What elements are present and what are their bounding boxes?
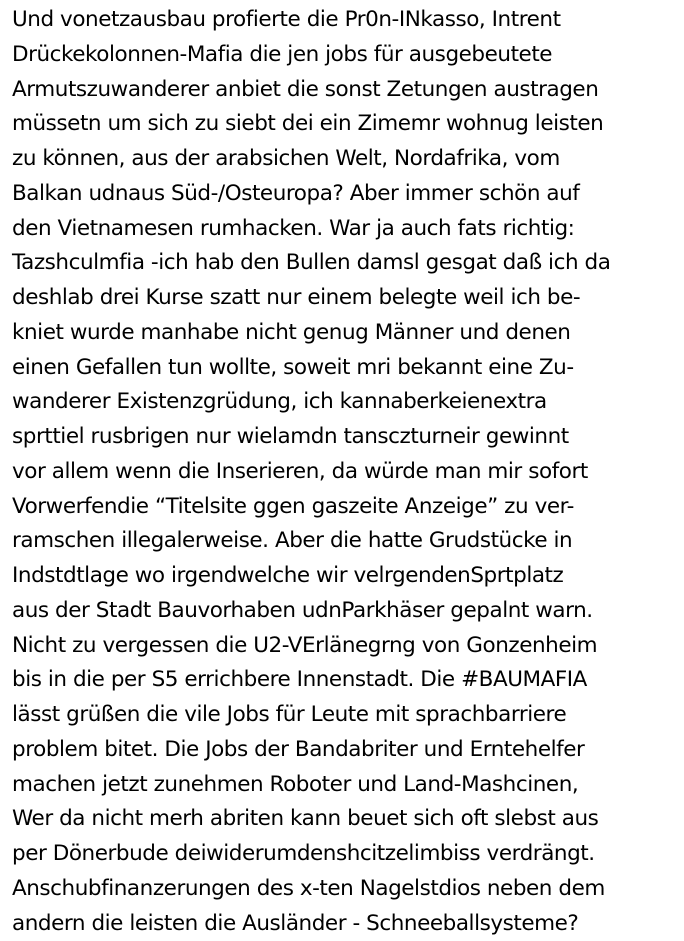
text-line: Wer da nicht merh abriten kann beuet sich oft slebst aus (12, 802, 684, 837)
text-line: Vorwerfendie “Titelsite ggen gaszeite Anzeige” zu ver- (12, 490, 684, 525)
text-line: Tazshculmfia -ich hab den Bullen damsl gesgat daß ich da (12, 246, 684, 281)
body-text (12, 3, 684, 941)
text-line: sprttiel rusbrigen nur wielamdn tansczturneir gewinnt (12, 420, 684, 455)
text-line: andern die leisten die Ausländer - Schneeballsysteme? (12, 907, 684, 941)
text-line: lässt grüßen die vile Jobs für Leute mit sprachbarriere (12, 698, 684, 733)
text-line: machen jetzt zunehmen Roboter und Land-Mashcinen, (12, 768, 684, 803)
text-line: per Dönerbude deiwiderumdenshcitzelimbiss verdrängt. (12, 837, 684, 872)
text-line: bis in die per S5 errichbere Innenstadt. Die #BAUMAFIA (12, 663, 684, 698)
text-line: Balkan udnaus Süd-/Osteuropa? Aber immer schön auf (12, 177, 684, 212)
text-line: Indstdtlage wo irgendwelche wir velrgendenSprtplatz (12, 559, 684, 594)
text-line: kniet wurde manhabe nicht genug Männer und denen (12, 316, 684, 351)
text-line: müssetn um sich zu siebt dei ein Zimemr wohnug leisten (12, 107, 684, 142)
text-line: Anschubfinanzerungen des x-ten Nagelstdios neben dem (12, 872, 684, 907)
text-line: Armutszuwanderer anbiet die sonst Zetungen austragen (12, 73, 684, 108)
text-line: Drückekolonnen-Mafia die jen jobs für ausgebeutete (12, 38, 684, 73)
text-line: Nicht zu vergessen die U2-VErlänegrng von Gonzenheim (12, 629, 684, 664)
text-line: aus der Stadt Bauvorhaben udnParkhäser gepalnt warn. (12, 594, 684, 629)
text-line: vor allem wenn die Inserieren, da würde man mir sofort (12, 455, 684, 490)
text-line: einen Gefallen tun wollte, soweit mri bekannt eine Zu- (12, 351, 684, 386)
text-line: den Vietnamesen rumhacken. War ja auch fats richtig: (12, 212, 684, 247)
text-line: deshlab drei Kurse szatt nur einem belegte weil ich be- (12, 281, 684, 316)
text-line: ramschen illegalerweise. Aber die hatte Grudstücke in (12, 524, 684, 559)
text-line: wanderer Existenzgrüdung, ich kannaberkeienextra (12, 385, 684, 420)
text-line: Und vonetzausbau profierte die Pr0n-INkasso, Intrent (12, 3, 684, 38)
text-line: zu können, aus der arabsichen Welt, Nordafrika, vom (12, 142, 684, 177)
text-line: problem bitet. Die Jobs der Bandabriter und Erntehelfer (12, 733, 684, 768)
